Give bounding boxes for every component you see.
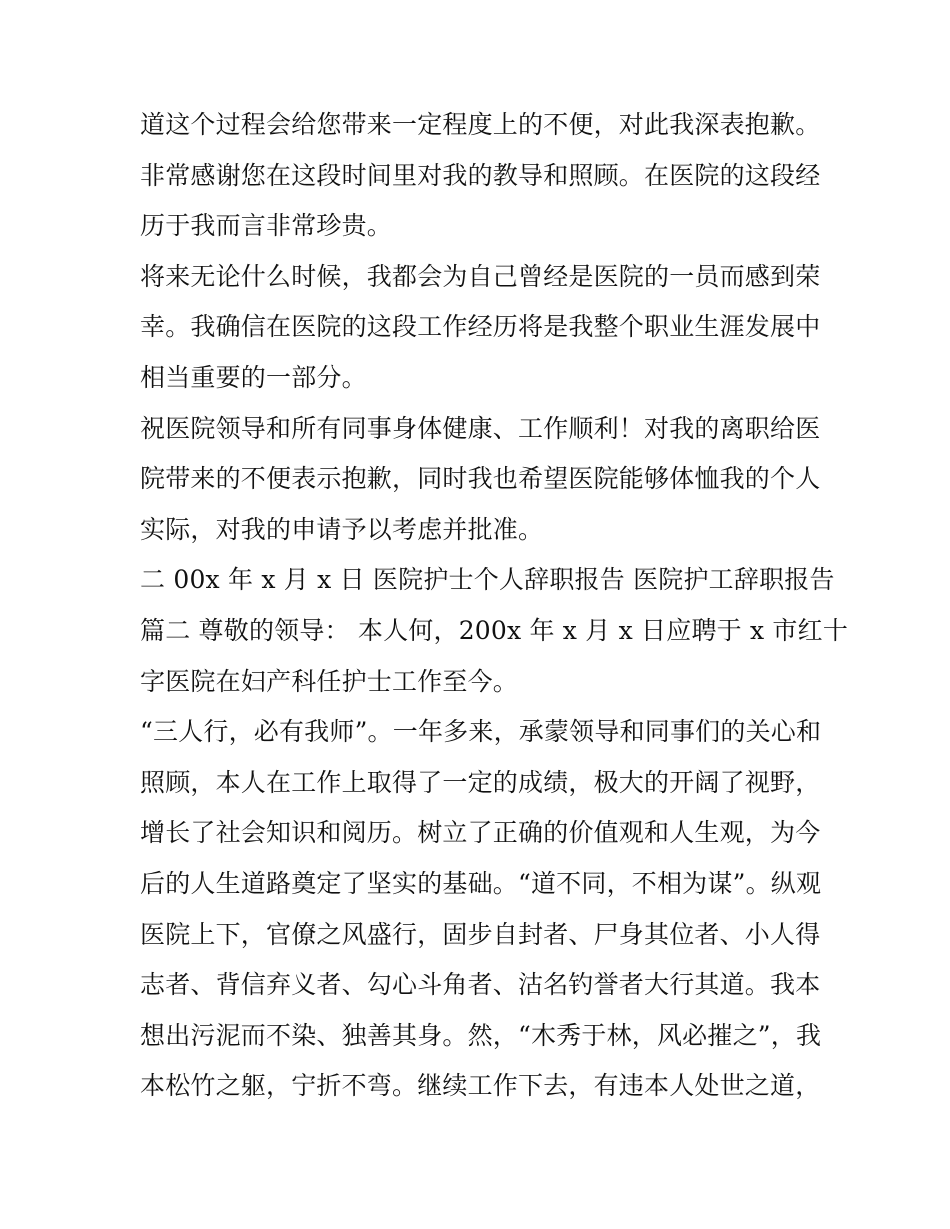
text-line: 相当重要的一部分。 [140, 362, 367, 392]
text-line: 增长了社会知识和阅历。树立了正确的价值观和人生观，为今 [140, 818, 821, 848]
text-line: 照顾，本人在工作上取得了一定的成绩，极大的开阔了视野， [140, 767, 821, 797]
text-line: 历于我而言非常珍贵。 [140, 211, 393, 241]
text-line: 医院上下，官僚之风盛行，固步自封者、尸身其位者、小人得 [140, 919, 821, 949]
text-line: 院带来的不便表示抱歉，同时我也希望医院能够体恤我的个人 [140, 464, 821, 494]
text-line: 实际，对我的申请予以考虑并批准。 [140, 514, 544, 544]
text-line: “三人行，必有我师”。一年多来，承蒙领导和同事们的关心和 [140, 717, 822, 747]
text-line: 本松竹之躯，宁折不弯。继续工作下去，有违本人处世之道， [140, 1071, 821, 1101]
text-line: 想出污泥而不染、独善其身。然，“木秀于林，风必摧之”，我 [140, 1020, 822, 1050]
text-line: 字医院在妇产科任护士工作至今。 [140, 666, 519, 696]
text-line: 幸。我确信在医院的这段工作经历将是我整个职业生涯发展中 [140, 312, 821, 342]
text-line: 道这个过程会给您带来一定程度上的不便，对此我深表抱歉。 [140, 110, 821, 139]
text-line: 二 00x 年 x 月 x 日 医院护士个人辞职报告 医院护工辞职报告 [140, 565, 835, 595]
body-text [140, 100, 849, 1112]
text-line: 篇二 尊敬的领导： 本人何，200x 年 x 月 x 日应聘于 x 市红十 [140, 615, 849, 645]
text-line: 后的人生道路奠定了坚实的基础。“道不同，不相为谋”。纵观 [140, 868, 822, 898]
text-line: 祝医院领导和所有同事身体健康、工作顺利！对我的离职给医 [140, 413, 821, 443]
text-line: 志者、背信弃义者、勾心斗角者、沽名钓誉者大行其道。我本 [140, 970, 821, 1000]
text-line: 将来无论什么时候，我都会为自己曾经是医院的一员而感到荣 [140, 261, 821, 291]
text-line: 非常感谢您在这段时间里对我的教导和照顾。在医院的这段经 [140, 160, 821, 190]
